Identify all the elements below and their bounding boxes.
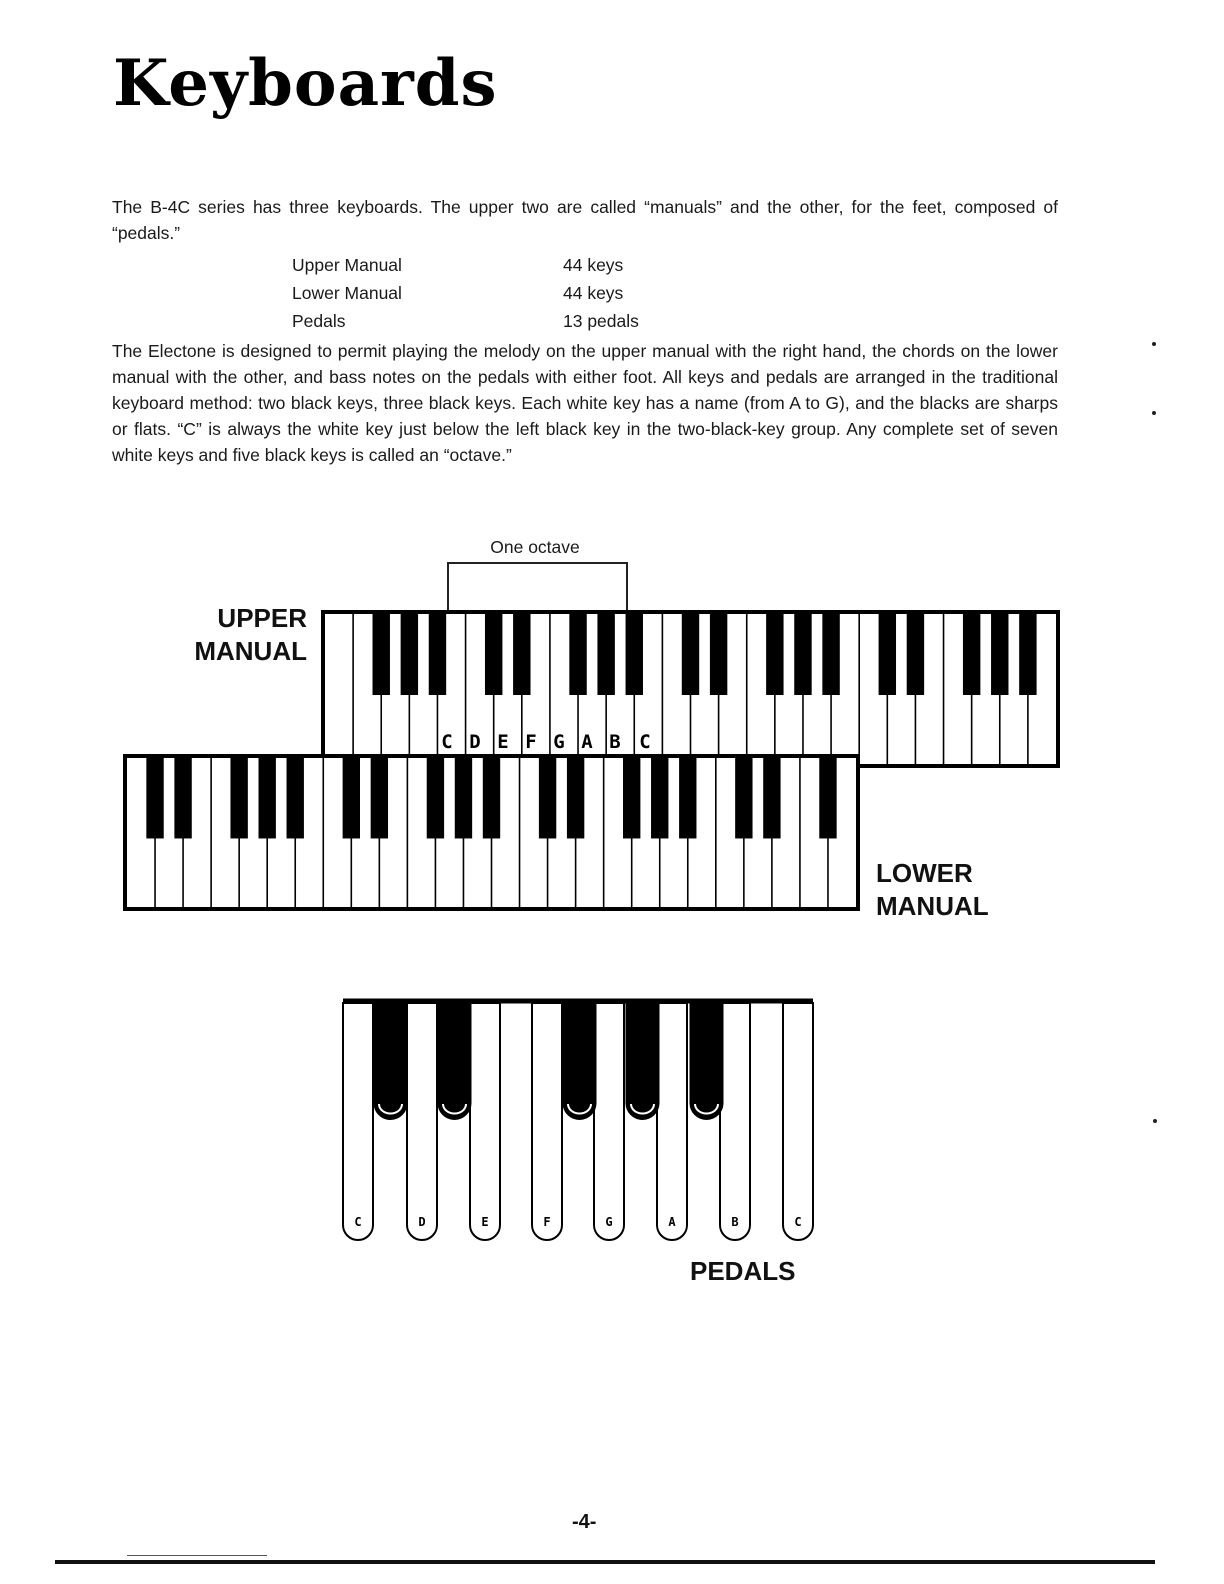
black-key bbox=[963, 614, 980, 695]
black-key bbox=[569, 614, 586, 695]
lower-manual-keyboard bbox=[125, 756, 858, 909]
black-key bbox=[626, 614, 643, 695]
pedalboard bbox=[343, 1003, 813, 1240]
pedals-label: PEDALS bbox=[690, 1256, 796, 1286]
note-label: A bbox=[581, 731, 593, 753]
black-key bbox=[822, 614, 839, 695]
note-label: D bbox=[469, 731, 481, 753]
black-key bbox=[455, 758, 472, 838]
white-pedal bbox=[407, 1003, 437, 1240]
octave-bracket bbox=[448, 563, 627, 610]
black-key bbox=[679, 758, 696, 838]
black-key bbox=[651, 758, 668, 838]
key-count-value: 44 keys bbox=[563, 283, 624, 303]
black-key bbox=[794, 614, 811, 695]
scan-speck bbox=[1153, 1119, 1157, 1123]
pedal-note-label: G bbox=[605, 1215, 613, 1229]
black-key bbox=[735, 758, 752, 838]
lower-manual-label: LOWER bbox=[876, 858, 973, 888]
black-pedal bbox=[626, 1003, 659, 1120]
key-count-name: Lower Manual bbox=[292, 283, 402, 303]
black-key bbox=[907, 614, 924, 695]
white-pedal bbox=[532, 1003, 562, 1240]
note-label: F bbox=[525, 731, 537, 753]
black-key bbox=[1019, 614, 1036, 695]
black-key bbox=[427, 758, 444, 838]
black-key bbox=[879, 614, 896, 695]
upper-manual-label: UPPER bbox=[217, 603, 307, 633]
key-count-value: 44 keys bbox=[563, 255, 624, 275]
black-pedal bbox=[438, 1003, 471, 1120]
white-pedal bbox=[657, 1003, 687, 1240]
black-key bbox=[763, 758, 780, 838]
white-pedal bbox=[470, 1003, 500, 1240]
pedal-note-label: C bbox=[354, 1215, 362, 1229]
black-key bbox=[682, 614, 699, 695]
black-key bbox=[597, 614, 614, 695]
black-key bbox=[429, 614, 446, 695]
black-key bbox=[401, 614, 418, 695]
pedal-note-label: D bbox=[418, 1215, 426, 1229]
black-pedal bbox=[563, 1003, 596, 1120]
key-count-name: Upper Manual bbox=[292, 255, 402, 275]
page-title: Keyboards bbox=[113, 46, 498, 121]
black-key bbox=[483, 758, 500, 838]
black-key bbox=[343, 758, 360, 838]
black-key bbox=[567, 758, 584, 838]
note-label: C bbox=[639, 731, 651, 753]
lower-manual-label: MANUAL bbox=[876, 891, 989, 921]
black-key bbox=[819, 758, 836, 838]
white-pedal bbox=[720, 1003, 750, 1240]
note-label: E bbox=[497, 731, 509, 753]
black-key bbox=[146, 758, 163, 838]
black-pedal bbox=[690, 1003, 723, 1120]
black-key bbox=[513, 614, 530, 695]
page-number: -4- bbox=[572, 1511, 597, 1533]
note-label: G bbox=[553, 731, 565, 753]
pedal-note-label: A bbox=[668, 1215, 676, 1229]
scan-speck bbox=[1152, 411, 1156, 415]
upper-manual-label: MANUAL bbox=[194, 636, 307, 666]
pedal-note-label: F bbox=[543, 1215, 551, 1229]
black-key bbox=[259, 758, 276, 838]
white-pedal bbox=[594, 1003, 624, 1240]
key-count-name: Pedals bbox=[292, 311, 346, 331]
footer-rule-thin bbox=[127, 1555, 267, 1556]
black-key bbox=[710, 614, 727, 695]
octave-label: One octave bbox=[490, 537, 580, 557]
note-label: B bbox=[609, 731, 621, 753]
black-key bbox=[991, 614, 1008, 695]
black-key bbox=[371, 758, 388, 838]
white-pedal bbox=[343, 1003, 373, 1240]
pedal-note-label: B bbox=[731, 1215, 739, 1229]
black-key bbox=[373, 614, 390, 695]
key-count-value: 13 pedals bbox=[563, 311, 639, 331]
black-key bbox=[287, 758, 304, 838]
black-key bbox=[539, 758, 556, 838]
black-key bbox=[230, 758, 247, 838]
black-key bbox=[766, 614, 783, 695]
note-label: C bbox=[441, 731, 453, 753]
pedal-note-label: E bbox=[481, 1215, 489, 1229]
pedal-note-label: C bbox=[794, 1215, 802, 1229]
upper-manual-keyboard bbox=[323, 612, 1058, 766]
black-key bbox=[623, 758, 640, 838]
white-pedal bbox=[783, 1003, 813, 1240]
body-paragraph: The Electone is designed to permit playing the melody on the upper manual with the right hand, the chords on the lower manual with the other, and bass notes on the pedals with either foot. All keys and pedals are arranged in the traditional keyboard method: two black keys, three black keys. Each white key has a name (from A to G), and the blacks are sharps or flats. “C” is always the white key just below the left black key in the two-black-key group. Any complete set of seven white keys and five black keys is called an “octave.” bbox=[112, 341, 1058, 465]
black-key bbox=[174, 758, 191, 838]
footer-rule bbox=[55, 1560, 1155, 1564]
intro-paragraph: The B-4C series has three keyboards. The upper two are called “manuals” and the other, for the feet, composed of “pedals.” bbox=[112, 197, 1058, 243]
black-key bbox=[485, 614, 502, 695]
scan-speck bbox=[1152, 342, 1156, 346]
black-pedal bbox=[374, 1003, 407, 1120]
